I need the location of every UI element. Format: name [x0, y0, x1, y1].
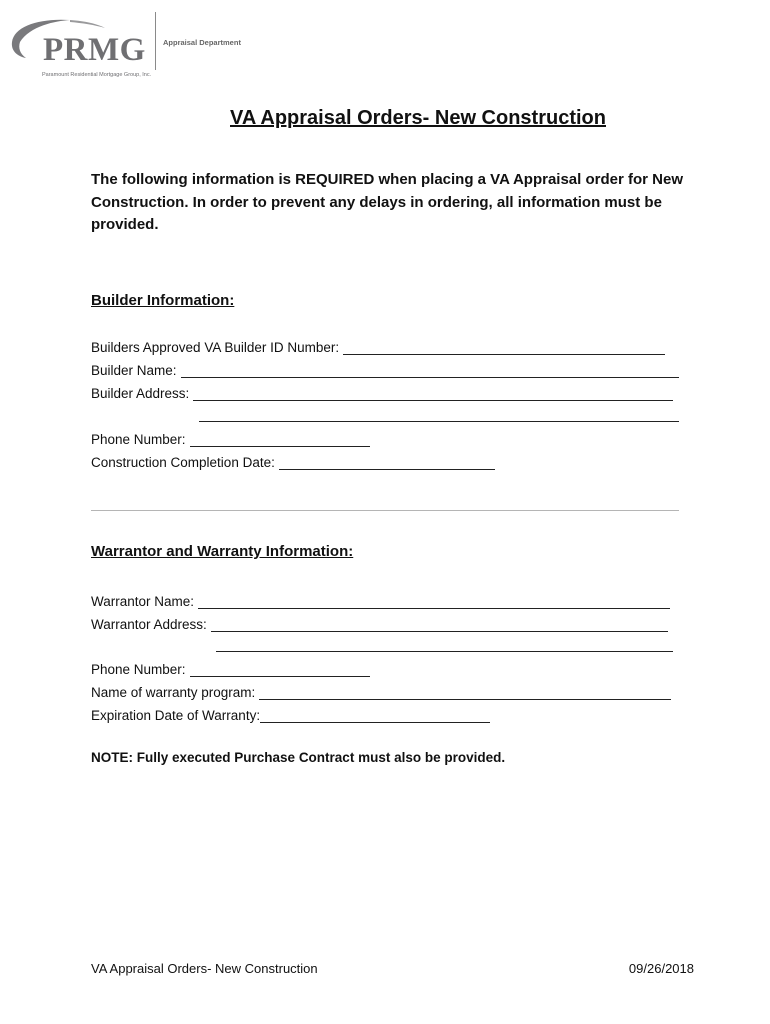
builder-id-label: Builders Approved VA Builder ID Number:	[91, 340, 340, 355]
warrantor-name-field[interactable]	[198, 594, 670, 609]
completion-date-field[interactable]	[279, 455, 495, 470]
warranty-section-heading: Warrantor and Warranty Information:	[91, 543, 354, 560]
warranty-program-row	[91, 682, 671, 700]
completion-date-row	[91, 452, 495, 470]
section-divider	[91, 510, 679, 511]
footer-date: 09/26/2018	[628, 961, 694, 976]
builder-id-row	[91, 337, 665, 355]
warranty-expiration-label: Expiration Date of Warranty:	[91, 708, 261, 723]
intro-paragraph: The following information is REQUIRED when placing a VA Appraisal order for New Construction. In order to prevent any delays in ordering, all information must be provided.	[91, 171, 684, 233]
footer-title: VA Appraisal Orders- New Construction	[91, 961, 318, 976]
prmg-logo	[10, 12, 155, 78]
builder-name-field[interactable]	[181, 363, 679, 378]
builder-phone-field[interactable]	[190, 432, 370, 447]
warranty-expiration-field[interactable]	[260, 708, 490, 723]
builder-id-field[interactable]	[343, 340, 665, 355]
warrantor-address-field-line2[interactable]	[216, 650, 673, 652]
logo-wordmark: PRMG	[43, 32, 146, 68]
warrantor-address-row	[91, 614, 668, 632]
builder-name-label: Builder Name:	[91, 363, 177, 378]
builder-name-row	[91, 360, 679, 378]
builder-section-heading: Builder Information:	[91, 292, 235, 309]
page-title: VA Appraisal Orders- New Construction	[230, 107, 606, 129]
warranty-program-label: Name of warranty program:	[91, 685, 256, 700]
warrantor-name-row	[91, 591, 670, 609]
header-divider	[155, 12, 156, 70]
builder-address-row	[91, 383, 673, 401]
completion-date-label: Construction Completion Date:	[91, 455, 275, 470]
builder-address-field[interactable]	[193, 386, 673, 401]
builder-address-label: Builder Address:	[91, 386, 190, 401]
warranty-program-field[interactable]	[259, 685, 671, 700]
warrantor-phone-row	[91, 659, 370, 677]
warranty-expiration-row	[91, 705, 490, 723]
warrantor-phone-field[interactable]	[190, 662, 370, 677]
department-label: Appraisal Department	[163, 38, 241, 47]
builder-phone-label: Phone Number:	[91, 432, 186, 447]
warrantor-address-field[interactable]	[211, 617, 668, 632]
warrantor-name-label: Warrantor Name:	[91, 594, 195, 609]
warrantor-address-label: Warrantor Address:	[91, 617, 207, 632]
builder-phone-row	[91, 429, 370, 447]
builder-address-field-line2[interactable]	[199, 420, 679, 422]
note-text: NOTE: Fully executed Purchase Contract must also be provided.	[91, 750, 506, 765]
warrantor-phone-label: Phone Number:	[91, 662, 186, 677]
logo-subtitle: Paramount Residential Mortgage Group, Inc.	[42, 72, 152, 78]
